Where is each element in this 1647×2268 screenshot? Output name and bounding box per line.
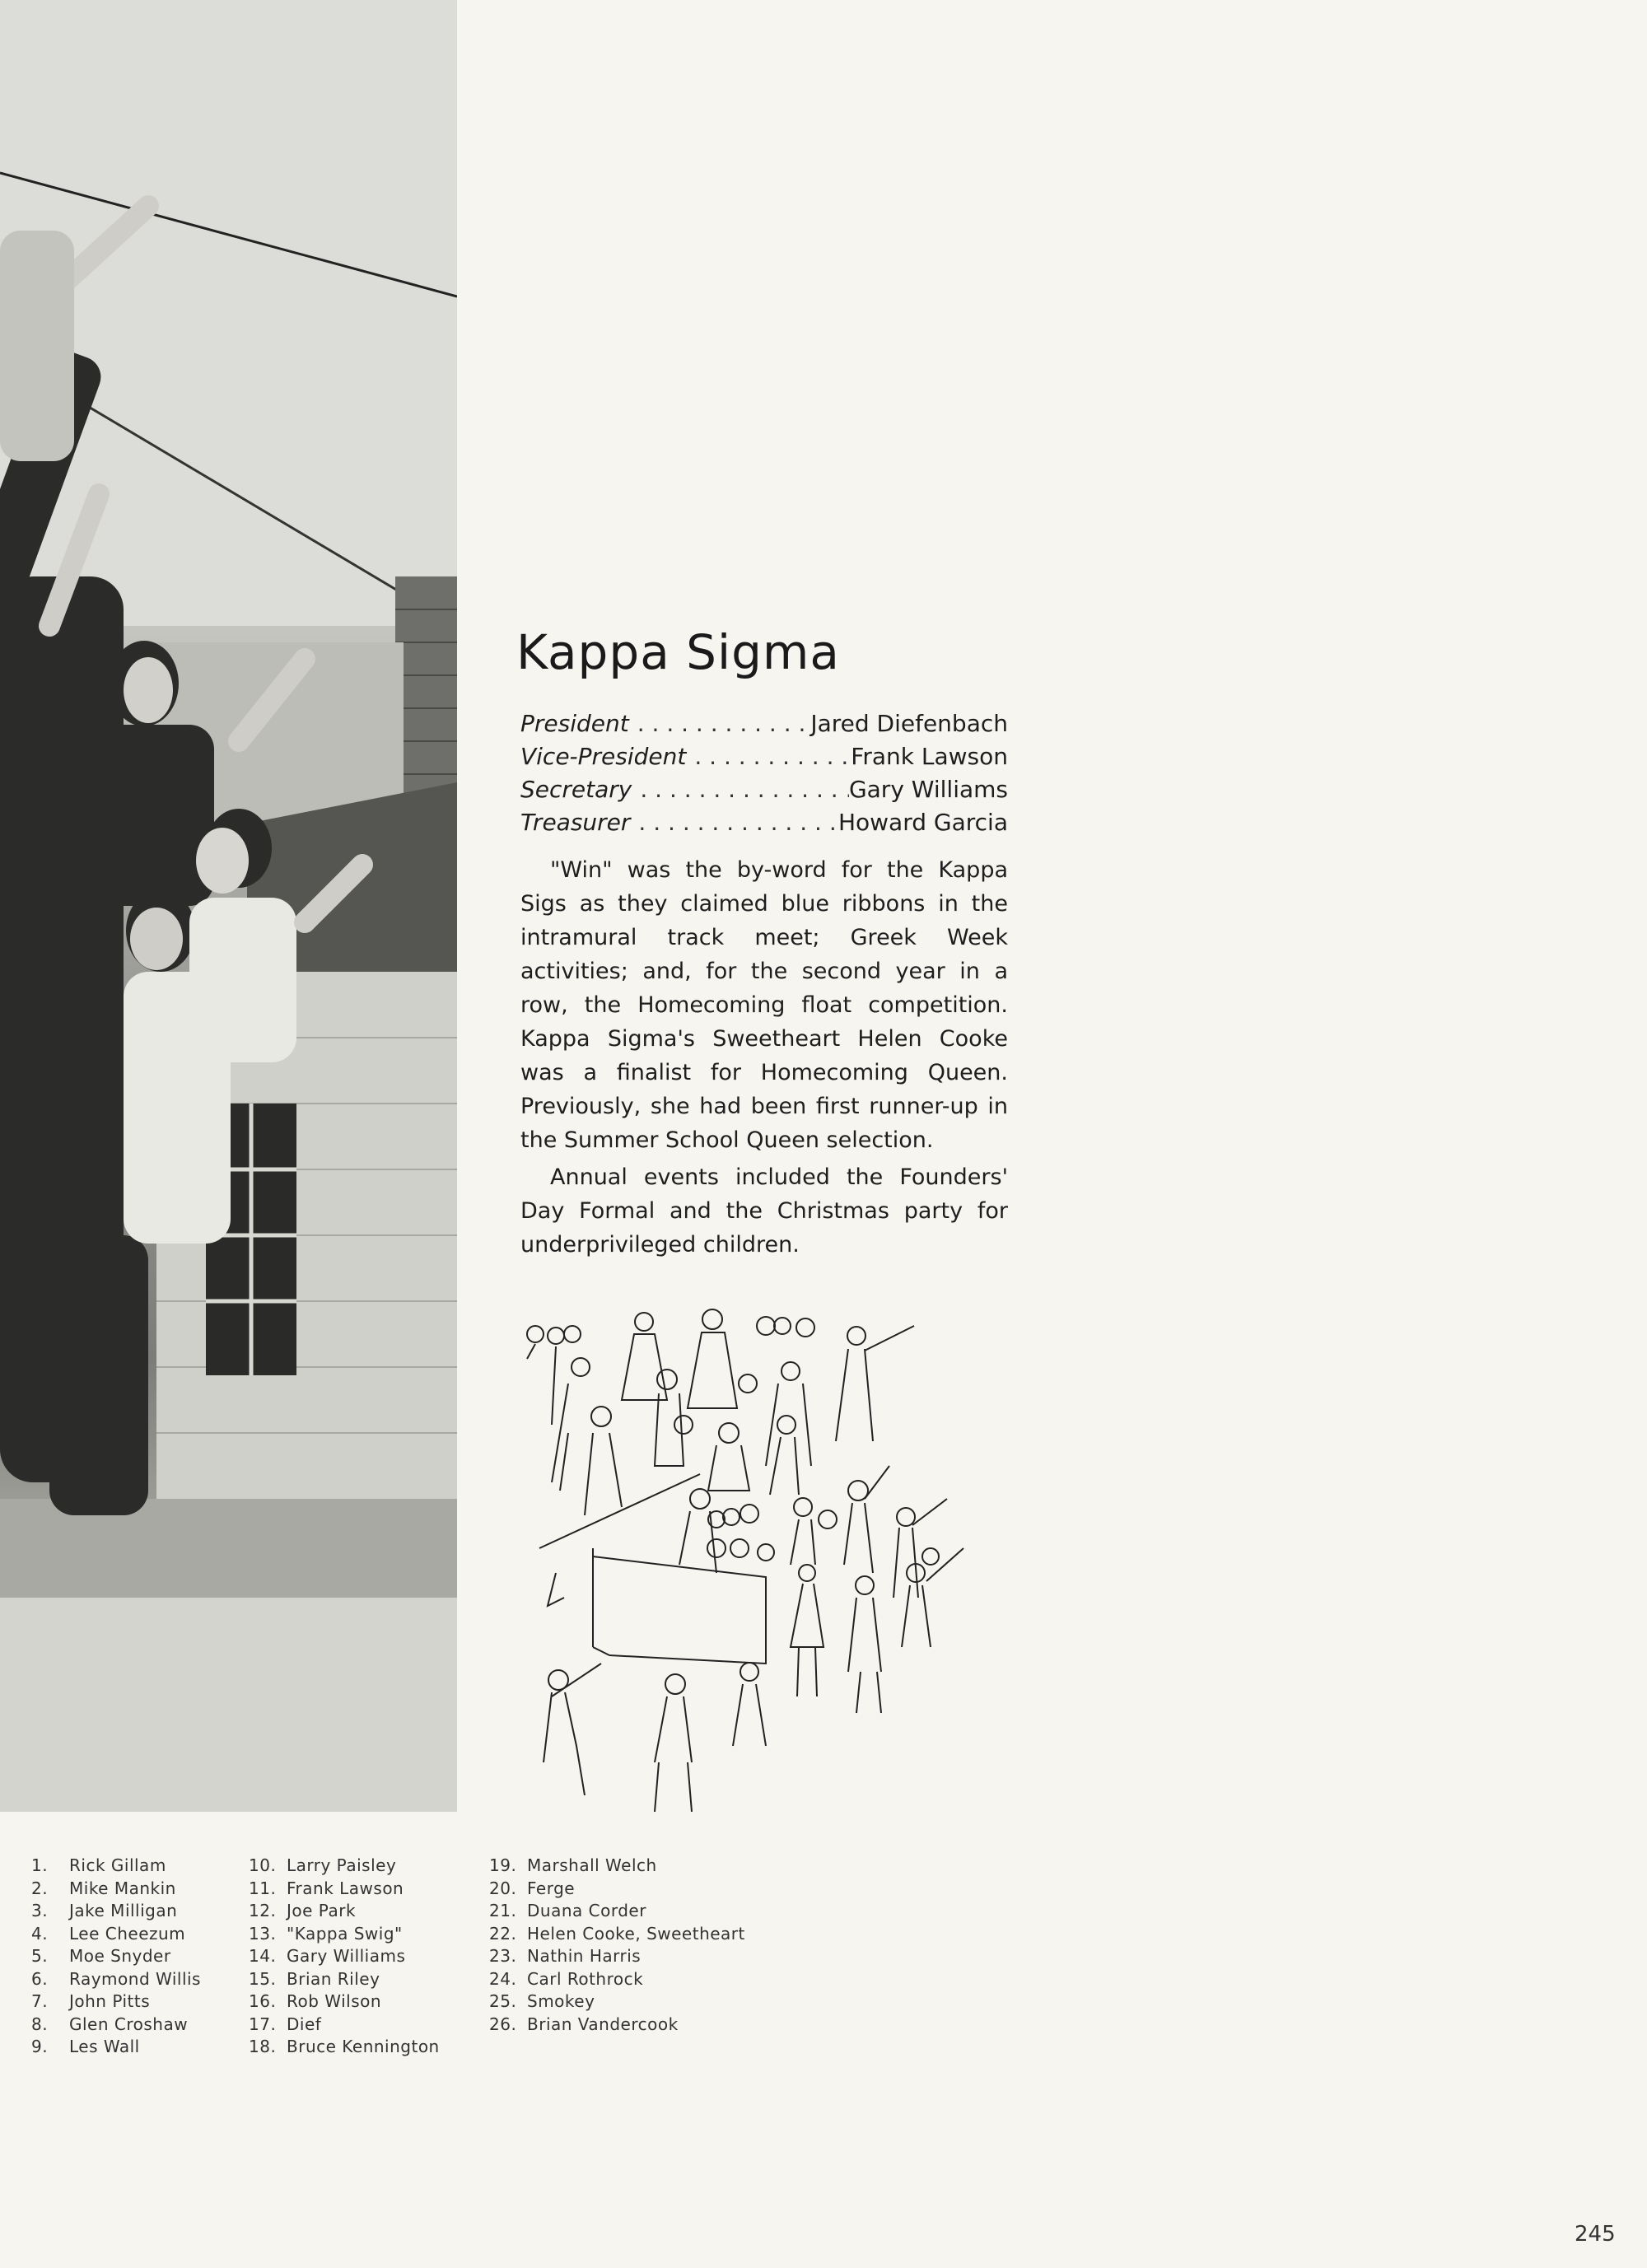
- roster-number: 16.: [249, 1991, 277, 2011]
- officer-row-president: [520, 710, 1008, 743]
- paragraph: Annual events included the Founders' Day Formal and the Christmas party for underprivileged children.: [520, 1164, 1008, 1258]
- roster-number: 10.: [249, 1855, 277, 1875]
- roster-number: 12.: [249, 1901, 277, 1920]
- roster-number: 8.: [31, 2014, 49, 2034]
- roster-number: 26.: [489, 2014, 517, 2034]
- list-item: [489, 1855, 745, 1878]
- roster-number: 4.: [31, 1923, 49, 1944]
- list-item: [489, 1923, 745, 1946]
- list-item: [249, 2014, 440, 2037]
- officer-role: Vice-President: [520, 743, 687, 770]
- officers-list: [520, 710, 1008, 842]
- list-item: [31, 1923, 201, 1946]
- roster-name: Moe Snyder: [69, 1946, 171, 1966]
- article-body: [520, 853, 1008, 1265]
- roster-name: Marshall Welch: [527, 1855, 657, 1875]
- list-item: [31, 2036, 201, 2059]
- roster-name: Ferge: [527, 1878, 576, 1898]
- officer-name: Howard Garcia: [837, 809, 1008, 836]
- roster-number: 14.: [249, 1946, 277, 1966]
- roster-number: 23.: [489, 1946, 517, 1966]
- roster-number: 17.: [249, 2014, 277, 2034]
- roster-name: Brian Riley: [287, 1968, 380, 1989]
- roster-number: 19.: [489, 1855, 517, 1875]
- list-item: [249, 1855, 440, 1878]
- list-item: [31, 1968, 201, 1991]
- list-item: [249, 1923, 440, 1946]
- roster-column-1: [31, 1855, 201, 2059]
- list-item: [249, 1968, 440, 1991]
- roster-name: Brian Vandercook: [527, 2014, 679, 2034]
- officer-role: Treasurer: [520, 809, 631, 836]
- roster-number: 18.: [249, 2037, 277, 2056]
- roster-name: Carl Rothrock: [527, 1968, 644, 1989]
- roster-number: 9.: [31, 2037, 49, 2056]
- list-item: [489, 1878, 745, 1901]
- roster-name: Mike Mankin: [69, 1878, 176, 1898]
- roster-number: 6.: [31, 1968, 49, 1989]
- roster-number: 7.: [31, 1991, 49, 2011]
- roster-name: Lee Cheezum: [69, 1923, 186, 1944]
- roster-number: 1.: [31, 1855, 49, 1875]
- roster-number: 3.: [31, 1901, 49, 1920]
- roster-name: Bruce Kennington: [287, 2037, 440, 2056]
- leader-dots: [630, 809, 838, 836]
- roster-name: Duana Corder: [527, 1901, 646, 1920]
- list-item: [31, 1990, 201, 2014]
- roster-number: 25.: [489, 1991, 517, 2011]
- page-number: 245: [1575, 2222, 1616, 2247]
- list-item: [31, 1878, 201, 1901]
- roster-name: Rob Wilson: [287, 1991, 382, 2011]
- roster-name: Smokey: [527, 1991, 595, 2011]
- roster-name: Helen Cooke, Sweetheart: [527, 1923, 745, 1944]
- roster-number: 20.: [489, 1878, 517, 1898]
- list-item: [249, 1945, 440, 1968]
- roster-name: Rick Gillam: [69, 1855, 166, 1875]
- officer-name: Frank Lawson: [851, 743, 1008, 770]
- list-item: [489, 1945, 745, 1968]
- officer-row-vice-president: [520, 743, 1008, 776]
- roster-number: 24.: [489, 1968, 517, 1989]
- leader-dots: [629, 710, 811, 737]
- roster-name: Les Wall: [69, 2037, 140, 2056]
- group-photo-illustration: [0, 0, 457, 1812]
- page-title: Kappa Sigma: [516, 624, 840, 680]
- list-item: [31, 1855, 201, 1878]
- roster-name: Glen Croshaw: [69, 2014, 189, 2034]
- roster-name: Joe Park: [287, 1901, 357, 1920]
- roster-number: 22.: [489, 1923, 517, 1944]
- roster-name: Dief: [287, 2014, 322, 2034]
- list-item: [31, 2014, 201, 2037]
- officer-name: Jared Diefenbach: [810, 710, 1008, 737]
- roster-column-3: [489, 1855, 745, 2036]
- officer-name: Gary Williams: [848, 776, 1008, 803]
- list-item: [249, 1878, 440, 1901]
- list-item: [489, 1968, 745, 1991]
- paragraph: "Win" was the by-word for the Kappa Sigs as they claimed blue ribbons in the intramural track meet; Greek Week activities; and, for the second year in a row, the Homecoming float competition. Kappa Sigma's Sweetheart Helen Cooke was a finalist for Homecoming Queen. Previously, she had been first runner-up in the Summer School Queen selection.: [520, 857, 1008, 1153]
- list-item: [489, 1900, 745, 1923]
- list-item: [31, 1900, 201, 1923]
- officer-role: Secretary: [520, 776, 632, 803]
- group-photo: [0, 0, 457, 1812]
- roster-column-2: [249, 1855, 440, 2059]
- leader-dots: [686, 743, 851, 770]
- roster-name: John Pitts: [69, 1991, 151, 2011]
- roster-name: Frank Lawson: [287, 1878, 404, 1898]
- officer-row-treasurer: [520, 809, 1008, 842]
- roster-name: Gary Williams: [287, 1946, 406, 1966]
- roster-number: 13.: [249, 1923, 277, 1944]
- roster-number: 5.: [31, 1946, 49, 1966]
- roster-name: "Kappa Swig": [287, 1923, 403, 1944]
- roster-number: 2.: [31, 1878, 49, 1898]
- roster-number: 21.: [489, 1901, 517, 1920]
- photo-key-line-art: [519, 1301, 1013, 1812]
- list-item: [31, 1945, 201, 1968]
- photo-key-drawing: [519, 1301, 1013, 1812]
- list-item: [489, 2014, 745, 2037]
- officer-role: President: [520, 710, 629, 737]
- officer-row-secretary: [520, 776, 1008, 809]
- list-item: [249, 1990, 440, 2014]
- roster-number: 11.: [249, 1878, 277, 1898]
- list-item: [249, 2036, 440, 2059]
- list-item: [489, 1990, 745, 2014]
- roster-name: Raymond Willis: [69, 1968, 201, 1989]
- roster-name: Larry Paisley: [287, 1855, 397, 1875]
- roster-name: Nathin Harris: [527, 1946, 642, 1966]
- list-item: [249, 1900, 440, 1923]
- roster-name: Jake Milligan: [69, 1901, 178, 1920]
- roster-number: 15.: [249, 1968, 277, 1989]
- leader-dots: [632, 776, 849, 803]
